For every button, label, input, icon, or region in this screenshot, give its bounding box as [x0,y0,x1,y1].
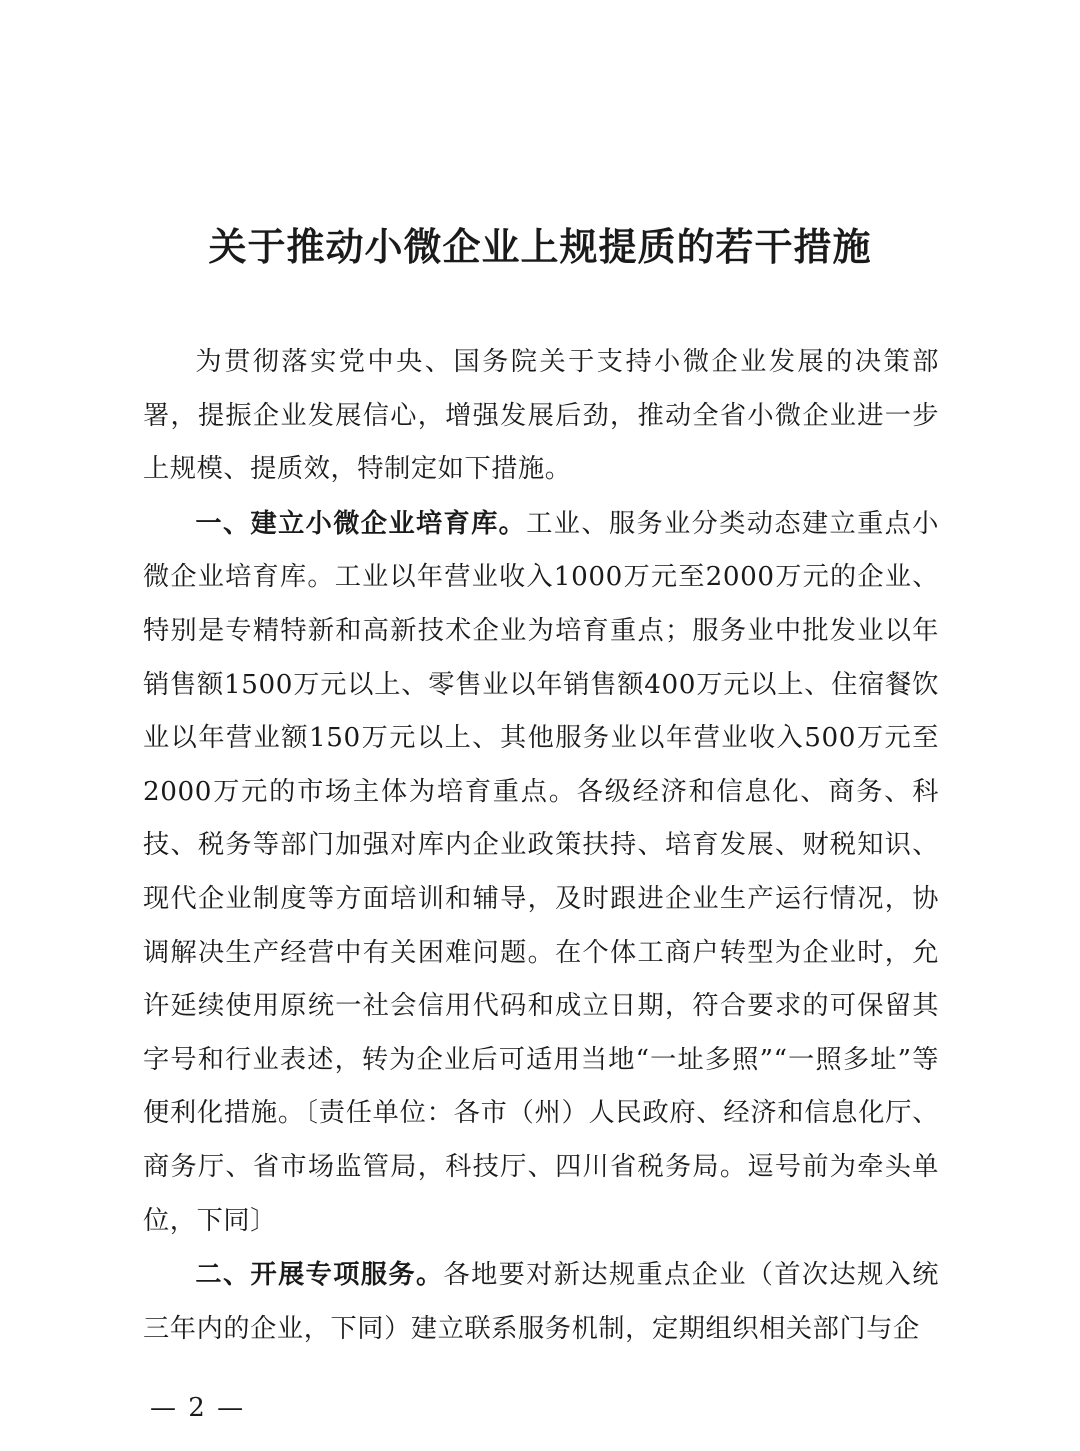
document-title: 关于推动小微企业上规提质的若干措施 [208,224,872,269]
section-2-text: 各地要对新达规重点企业（首次达规入统三年内的企业，下同）建立联系服务机制，定期组织相关部门与企 [143,1260,939,1344]
document-body [143,336,939,1356]
page-number: — 2 — [150,1393,246,1423]
section-2-paragraph [143,1248,939,1356]
intro-paragraph: 为贯彻落实党中央、国务院关于支持小微企业发展的决策部署，提振企业发展信心，增强发展后劲，推动全省小微企业进一步上规模、提质效，特制定如下措施。 [143,347,939,485]
section-1-text: 工业、服务业分类动态建立重点小微企业培育库。工业以年营业收入1000万元至2000万元的企业、特别是专精特新和高新技术企业为培育重点；服务业中批发业以年销售额1500万元以上、零售业以年销售额400万元以上、住宿餐饮业以年营业额150万元以上、其他服务业以年营业收入500万元至2000万元的市场主体为培育重点。各级经济和信息化、商务、科技、税务等部门加强对库内企业政策扶持、培育发展、财税知识、现代企业制度等方面培训和辅导，及时跟进企业生产运行情况，协调解决生产经营中有关困难问题。在个体工商户转型为企业时，允许延续使用原统一社会信用代码和成立日期，符合要求的可保留其字号和行业表述，转为企业后可适用当地“一址多照”“一照多址”等便利化措施。〔责任单位：各市（州）人民政府、经济和信息化厅、商务厅、省市场监管局，科技厅、四川省税务局。逗号前为牵头单位，下同〕 [143,508,940,1236]
section-1-paragraph [143,497,939,1248]
section-2-heading: 二、开展专项服务。 [195,1259,444,1291]
section-1-heading: 一、建立小微企业培育库。 [195,507,527,539]
